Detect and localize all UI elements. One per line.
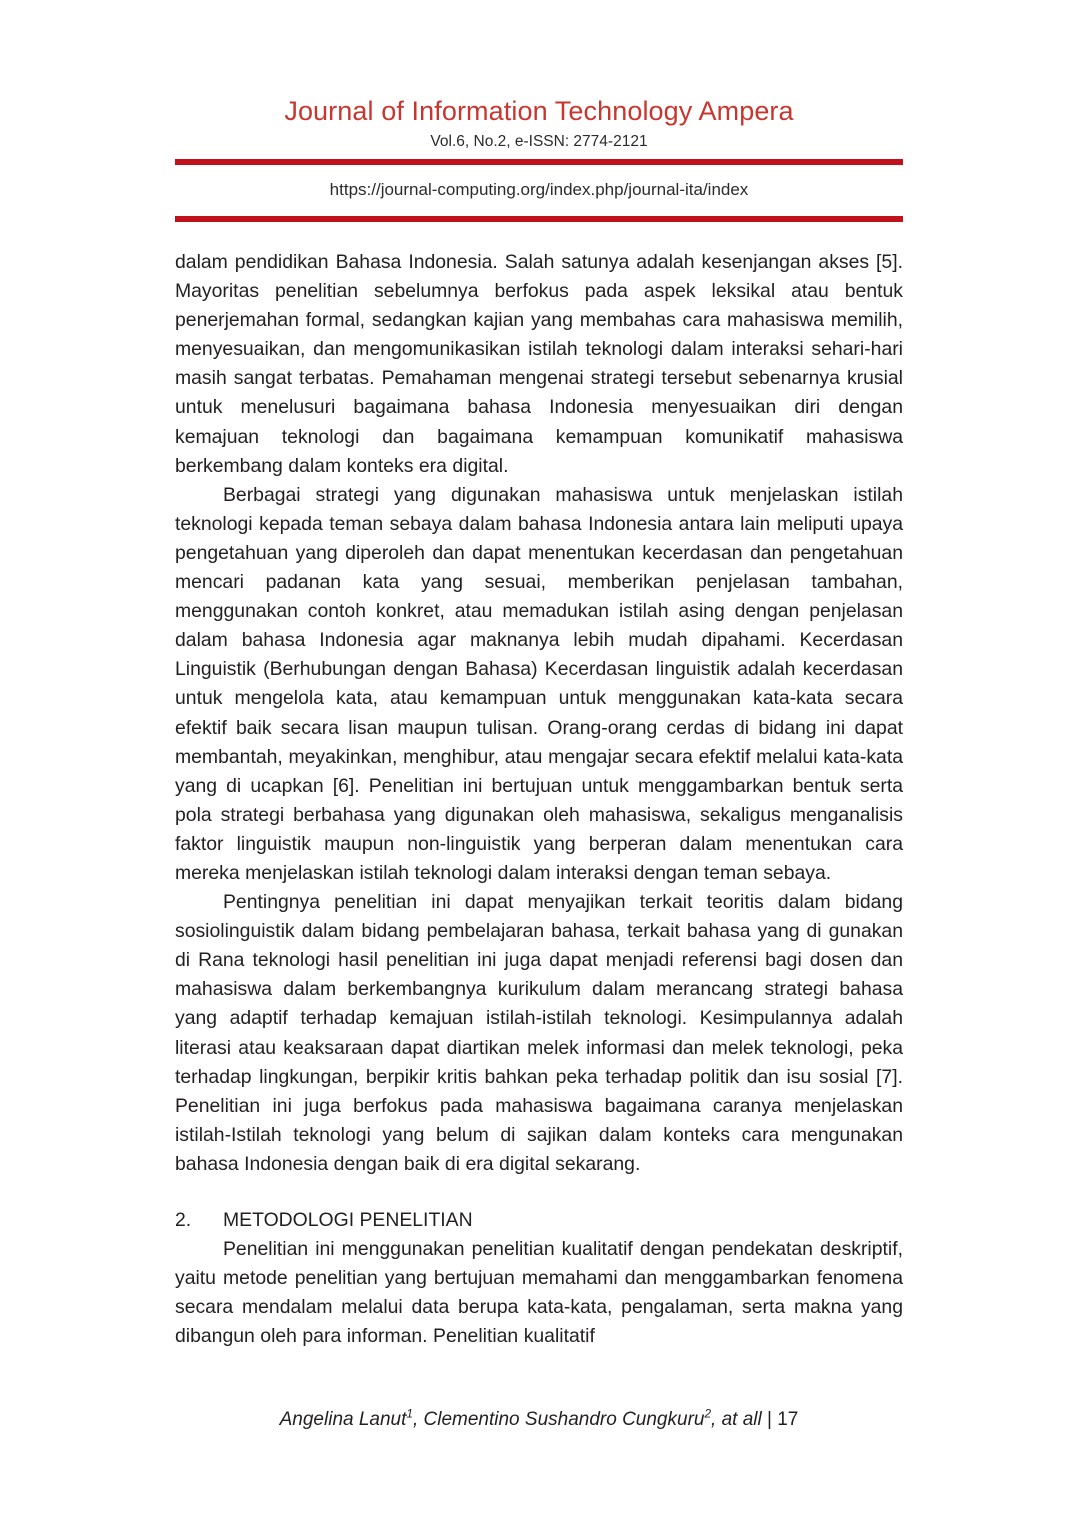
- journal-title: Journal of Information Technology Ampera: [284, 96, 794, 126]
- journal-url-link[interactable]: https://journal-computing.org/index.php/journal-ita/index: [329, 179, 749, 199]
- section-title: METODOLOGI PENELITIAN: [223, 1209, 473, 1231]
- footer-author-one: Angelina Lanut: [279, 1409, 407, 1430]
- body-paragraph: Penelitian ini menggunakan penelitian kualitatif dengan pendekatan deskriptif, yaitu metode penelitian yang bertujuan memahami dan menggambarkan fenomena secara mendalam melalui data berupa kata-kata, pengalaman, serta makna yang dibangun oleh para informan. Penelitian kualitatif: [175, 1238, 903, 1348]
- section-heading: [175, 1179, 903, 1235]
- journal-issue-line: Vol.6, No.2, e-ISSN: 2774-2121: [430, 133, 648, 151]
- section-number: 2.: [175, 1209, 192, 1231]
- body-paragraph: Pentingnya penelitian ini dapat menyajikan terkait teoritis dalam bidang sosiolinguistik dalam bidang pembelajaran bahasa, terkait bahasa yang di gunakan di Rana teknologi hasil penelitian ini juga dapat menjadi referensi bagi dosen dan mahasiswa dalam berkembangnya kurikulum dalam merancang strategi bahasa yang adaptif terhadap kemajuan istilah-istilah teknologi. Kesimpulannya adalah literasi atau keaksaraan dapat diartikan melek informasi dan melek teknologi, peka terhadap lingkungan, berpikir kritis bahkan peka terhadap politik dan isu sosial [7]. Penelitian ini juga berfokus pada mahasiswa bagaimana caranya menjelaskan istilah-Istilah teknologi yang belum di sajikan dalam konteks cara mengunakan bahasa Indonesia dengan baik di era digital sekarang.: [175, 891, 903, 1175]
- footer-suffix: , at all: [711, 1409, 762, 1430]
- footer-author-one-superscript: 1: [406, 1407, 413, 1421]
- footer-page-number: 17: [777, 1409, 799, 1430]
- footer-author-two: Clementino Sushandro Cungkuru: [423, 1409, 705, 1430]
- document-body: [175, 248, 903, 1351]
- body-paragraph: dalam pendidikan Bahasa Indonesia. Salah satunya adalah kesenjangan akses [5]. Mayoritas penelitian sebelumnya berfokus pada aspek leksikal atau bentuk penerjemahan formal, sedangkan kajian yang membahas cara mahasiswa memilih, menyesuaikan, dan mengomunikasikan istilah teknologi dalam interaksi sehari-hari masih sangat terbatas. Pemahaman mengenai strategi tersebut sebenarnya krusial untuk menelusuri bagaimana bahasa Indonesia menyesuaikan diri dengan kemajuan teknologi dan bagaimana kemampuan komunikatif mahasiswa berkembang dalam konteks era digital.: [175, 251, 903, 477]
- header-rule-bottom: [175, 216, 903, 222]
- body-paragraph: Berbagai strategi yang digunakan mahasiswa untuk menjelaskan istilah teknologi kepada teman sebaya dalam bahasa Indonesia antara lain meliputi upaya pengetahuan yang diperoleh dan dapat menentukan kecerdasan dan pengetahuan mencari padanan kata yang sesuai, memberikan penjelasan tambahan, menggunakan contoh konkret, atau memadukan istilah asing dengan penjelasan dalam bahasa Indonesia agar maknanya lebih mudah dipahami. Kecerdasan Linguistik (Berhubungan dengan Bahasa) Kecerdasan linguistik adalah kecerdasan untuk mengelola kata, atau kemampuan untuk menggunakan kata-kata secara efektif baik secara lisan maupun tulisan. Orang-orang cerdas di bidang ini dapat membantah, meyakinkan, menghibur, atau mengajar secara efektif melalui kata-kata yang di ucapkan [6]. Penelitian ini bertujuan untuk menggambarkan bentuk serta pola strategi berbahasa yang digunakan oleh mahasiswa, sekaligus menganalisis faktor linguistik maupun non-linguistik yang berperan dalam menentukan cara mereka menjelaskan istilah teknologi dalam interaksi dengan teman sebaya.: [175, 483, 903, 884]
- footer-separator: ,: [412, 1409, 424, 1430]
- footer-divider: |: [761, 1409, 778, 1430]
- page-footer: [175, 1408, 903, 1433]
- footer-author-two-superscript: 2: [704, 1407, 712, 1421]
- journal-masthead: [175, 96, 903, 222]
